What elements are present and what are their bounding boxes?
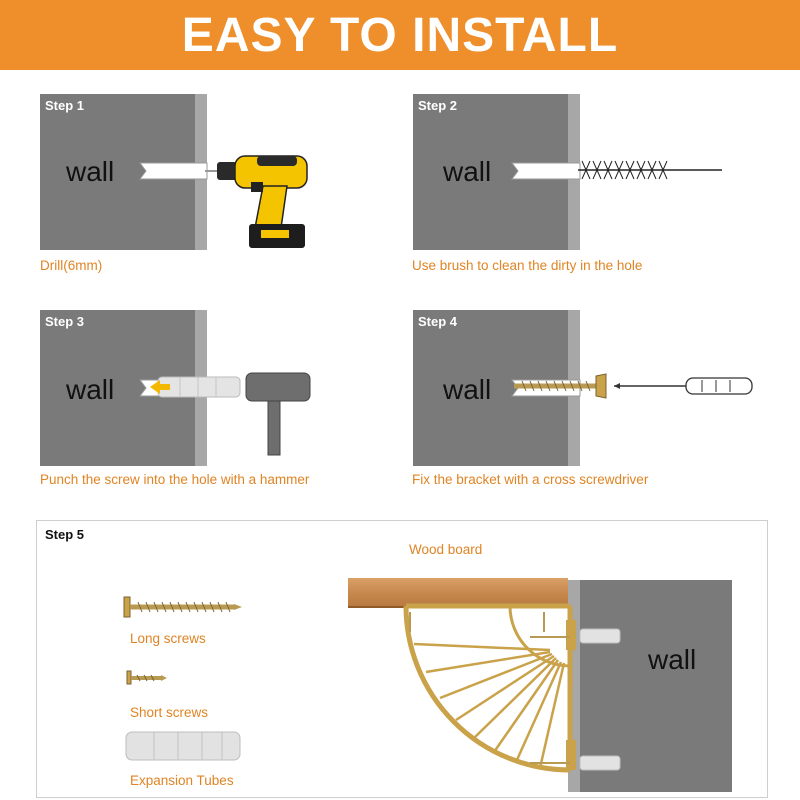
step3-wall-text: wall <box>66 374 115 405</box>
wood-board-label: Wood board <box>409 542 483 557</box>
step3-caption: Punch the screw into the hole with a hammer <box>40 472 310 487</box>
step1-label: Step 1 <box>45 98 85 113</box>
page-title: EASY TO INSTALL <box>181 8 619 62</box>
step1-caption: Drill(6mm) <box>40 258 103 273</box>
expansion-tubes-label: Expansion Tubes <box>130 773 234 788</box>
step2-caption: Use brush to clean the dirty in the hole <box>412 258 643 273</box>
step2-label: Step 2 <box>418 98 458 113</box>
step5-wall-text: wall <box>648 644 697 675</box>
step4-wall-text: wall <box>443 374 492 405</box>
step5-label: Step 5 <box>45 527 85 542</box>
step4-label: Step 4 <box>418 314 458 329</box>
step4-caption: Fix the bracket with a cross screwdriver <box>412 472 649 487</box>
step1-wall-text: wall <box>66 156 115 187</box>
step3-label: Step 3 <box>45 314 85 329</box>
long-screws-label: Long screws <box>130 631 206 646</box>
step2-wall-text: wall <box>443 156 492 187</box>
short-screws-label: Short screws <box>130 705 209 720</box>
